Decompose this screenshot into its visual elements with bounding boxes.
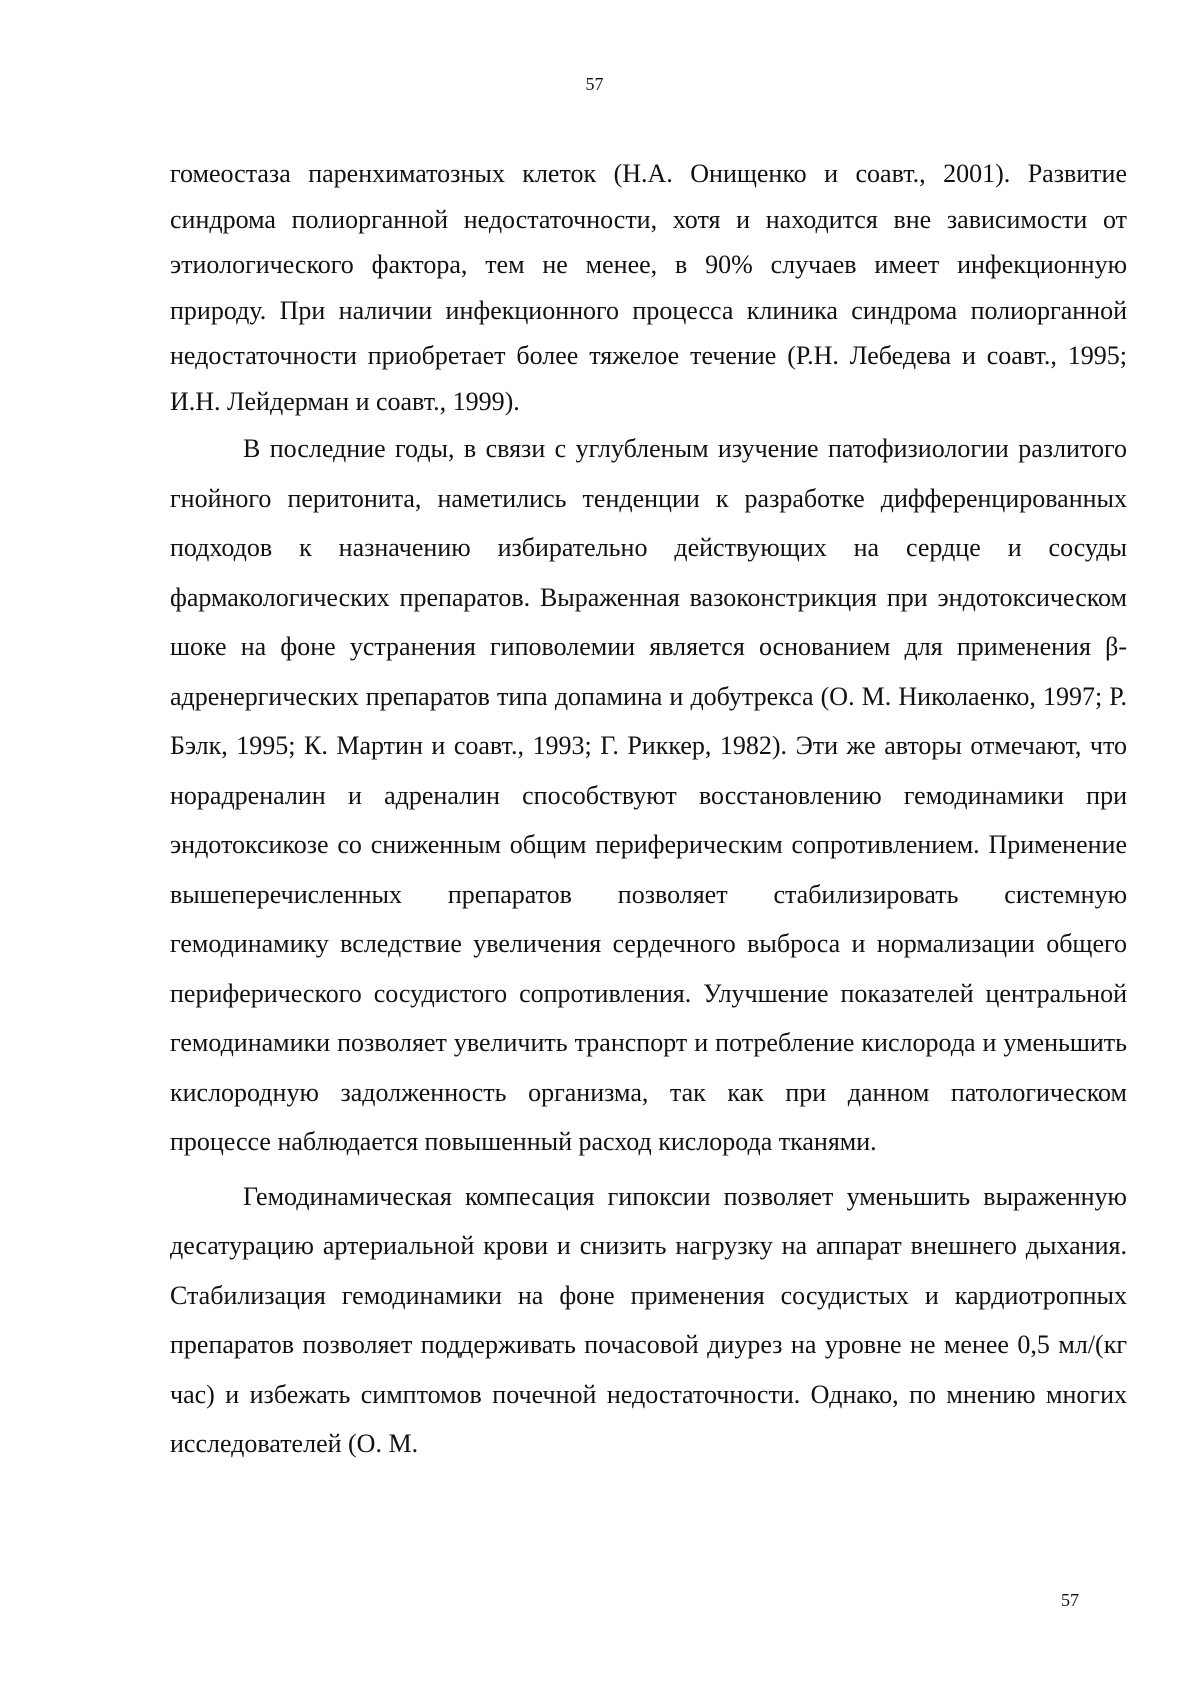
body-text	[170, 151, 1127, 1469]
page-number-top: 57	[585, 74, 604, 94]
paragraph-2: В последние годы, в связи с углубленым изучение патофизиологии разлитого гнойного перитонита, наметились тенденции к разработке дифференцированных подходов к назначению избирательно действующих на сердце и сосуды фармакологических препаратов. Выраженная вазоконстрикция при эндотоксическом шоке на фоне устранения гиповолемии является основанием для применения β-адренергических препаратов типа допамина и добутрекса (О. М. Николаенко, 1997; Р. Бэлк, 1995; К. Мартин и соавт., 1993; Г. Риккер, 1982). Эти же авторы отмечают, что норадреналин и адреналин способствуют восстановлению гемодинамики при эндотоксикозе со сниженным общим периферическим сопротивлением. Применение вышеперечисленных препаратов позволяет стабилизировать системную гемодинамику вследствие увеличения сердечного выброса и нормализации общего периферического сосудистого сопротивления. Улучшение показателей центральной гемодинамики позволяет увеличить транспорт и потребление кислорода и уменьшить кислородную задолженность организма, так как при данном патологическом процессе наблюдается повышенный расход кислорода тканями.	[170, 434, 1127, 1156]
paragraph-3: Гемодинамическая компесация гипоксии позволяет уменьшить выраженную десатурацию артериальной крови и снизить нагрузку на аппарат внешнего дыхания. Стабилизация гемодинамики на фоне применения сосудистых и кардиотропных препаратов позволяет поддерживать почасовой диурез на уровне не менее 0,5 мл/(кг час) и избежать симптомов почечной недостаточности. Однако, по мнению многих исследователей (О. М.	[170, 1181, 1127, 1458]
paragraph-1: гомеостаза паренхиматозных клеток (Н.А. Онищенко и соавт., 2001). Развитие синдрома полиорганной недостаточности, хотя и находится вне зависимости от этиологического фактора, тем не менее, в 90% случаев имеет инфекционную природу. При наличии инфекционного процесса клиника синдрома полиорганной недостаточности приобретает более тяжелое течение (Р.Н. Лебедева и соавт., 1995; И.Н. Лейдерман и соавт., 1999).	[170, 159, 1127, 416]
page-number-bottom: 57	[1061, 1590, 1079, 1610]
